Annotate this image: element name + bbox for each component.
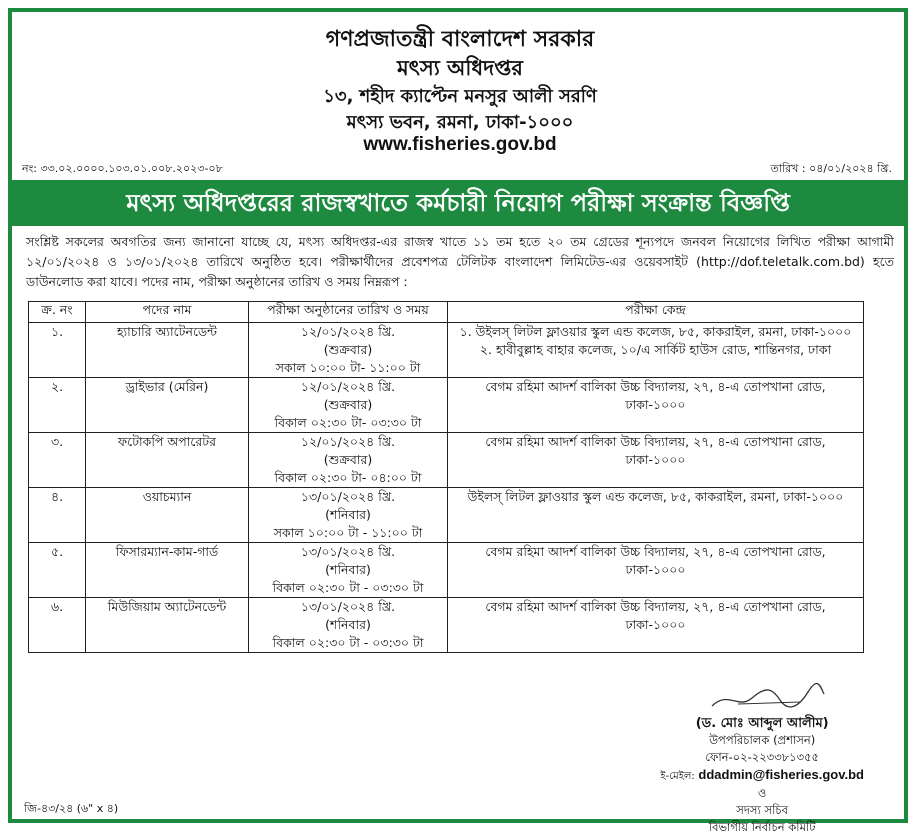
table-header-row (29, 302, 864, 323)
header-venue: পরীক্ষা কেন্দ্র (448, 302, 864, 323)
exam-date: ১৩/০১/২০২৪ খ্রি. (300, 489, 396, 504)
exam-date: ১২/০১/২০২৪ খ্রি. (300, 379, 396, 394)
govt-name: গণপ্রজাতন্ত্রী বাংলাদেশ সরকার (325, 27, 595, 52)
memo-number: নং: ৩৩.০২.০০০০.১০৩.০১.০০৮.২০২৩-০৮ (22, 162, 223, 175)
department-name: মৎস্য অধিদপ্তর (397, 56, 523, 80)
venue-cell: বেগম রহিমা আদর্শ বালিকা উচ্চ বিদ্যালয়, ২৭, ৪-এ তোপখানা রোড, ঢাকা-১০০০ (448, 543, 864, 598)
serial-cell: ৪. (29, 488, 86, 543)
header-date-time: পরীক্ষা অনুষ্ঠানের তারিখ ও সময় (249, 302, 448, 323)
exam-day: (শুক্রবার) (323, 452, 373, 467)
handwritten-signature (708, 680, 828, 714)
exam-schedule-table (28, 301, 864, 653)
post-cell: হ্যাচারি অ্যাটেনডেন্ট (86, 323, 249, 378)
date-cell (249, 433, 448, 488)
venue-cell: বেগম রহিমা আদর্শ বালিকা উচ্চ বিদ্যালয়, ২৭, ৪-এ তোপখানা রোড, ঢাকা-১০০০ (448, 378, 864, 433)
exam-time: সকাল ১০:০০ টা - ১১:০০ টা (273, 525, 423, 540)
exam-date: ১২/০১/২০২৪ খ্রি. (300, 324, 396, 339)
notice-title-banner: মৎস্য অধিদপ্তরের রাজস্বখাতে কর্মচারী নিয়োগ পরীক্ষা সংক্রান্ত বিজ্ঞপ্তি (12, 180, 904, 226)
post-cell: ফটোকপি অপারেটর (86, 433, 249, 488)
date-cell (249, 488, 448, 543)
exam-time: বিকাল ০২:৩০ টা - ০৩:৩০ টা (272, 580, 424, 595)
address-line-1: ১৩, শহীদ ক্যাপ্টেন মনসুর আলী সরণি (323, 86, 597, 107)
exam-day: (শুক্রবার) (323, 397, 373, 412)
table-row (29, 598, 864, 653)
signatory-name: (ড. মোঃ আব্দুল আলীম) (695, 716, 829, 731)
serial-cell: ১. (29, 323, 86, 378)
signatory-email-row (660, 766, 864, 785)
exam-date: ১৩/০১/২০২৪ খ্রি. (300, 599, 396, 614)
website: www.fisheries.gov.bd (363, 134, 557, 155)
ad-code: জি-৪৩/২৪ (৬" x ৪) (24, 802, 119, 815)
venue-cell: বেগম রহিমা আদর্শ বালিকা উচ্চ বিদ্যালয়, ২৭, ৪-এ তোপখানা রোড, ঢাকা-১০০০ (448, 598, 864, 653)
exam-time: সকাল ১০:০০ টা- ১১:০০ টা (275, 360, 421, 375)
signature-block (660, 715, 864, 836)
venue-cell: বেগম রহিমা আদর্শ বালিকা উচ্চ বিদ্যালয়, ২৭, ৪-এ তোপখানা রোড, ঢাকা-১০০০ (448, 433, 864, 488)
post-cell: মিউজিয়াম অ্যাটেনডেন্ট (86, 598, 249, 653)
post-cell: ড্রাইভার (মেরিন) (86, 378, 249, 433)
exam-time: বিকাল ০২:৩০ টা- ০৪:০০ টা (274, 470, 422, 485)
table-row (29, 323, 864, 378)
header-serial: ক্র. নং (29, 302, 86, 323)
signatory-designation: উপপরিচালক (প্রশাসন) (709, 733, 816, 747)
venue-text: ১. উইলস্ লিটল ফ্লাওয়ার স্কুল এন্ড কলেজ, ৮৫, কাকরাইল, রমনা, ঢাকা-১০০০ (459, 324, 852, 339)
conjunction: ও (757, 786, 767, 800)
exam-time: বিকাল ০২:৩০ টা - ০৩:৩০ টা (272, 635, 424, 650)
exam-date: ১৩/০১/২০২৪ খ্রি. (300, 544, 396, 559)
header-post: পদের নাম (86, 302, 249, 323)
date-cell (249, 323, 448, 378)
signatory-phone: ফোন-০২-২২৩৩৮১৩৫৫ (705, 750, 820, 764)
date-cell (249, 378, 448, 433)
signatory-role: সদস্য সচিব (736, 803, 789, 817)
date-cell (249, 598, 448, 653)
exam-date: ১২/০১/২০২৪ খ্রি. (300, 434, 396, 449)
exam-day: (শনিবার) (325, 507, 371, 522)
signatory-email: ddadmin@fisheries.gov.bd (698, 767, 864, 782)
notice-date: তারিখ : ০৪/০১/২০২৪ খ্রি. (770, 162, 892, 175)
committee-name: বিভাগীয় নির্বাচন কমিটি (708, 820, 816, 834)
table-row (29, 433, 864, 488)
table-row (29, 543, 864, 598)
post-cell: ওয়াচম্যান (86, 488, 249, 543)
exam-day: (শনিবার) (325, 617, 371, 632)
exam-day: (শনিবার) (325, 562, 371, 577)
intro-paragraph: সংশ্লিষ্ট সকলের অবগতির জন্য জানানো যাচ্ছে যে, মৎস্য অধিদপ্তর-এর রাজস্ব খাতে ১১ তম হতে ২০ তম গ্রেডের শূন্যপদে জনবল নিয়োগের লিখিত পরীক্ষা আগামী ১২/০১/২০২৪ ও ১৩/০১/২০২৪ তারিখে অনুষ্ঠিত হবে। পরীক্ষার্থীদের প্রবেশপত্র টেলিটক বাংলাদেশ লিমিটেড-এর ওয়েবসাইট (http://dof.teletalk.com.bd) হতে ডাউনলোড করা যাবে। পদের নাম, পরীক্ষা অনুষ্ঠানের তারিখ ও সময় নিম্নরূপ : (26, 234, 894, 289)
serial-cell: ৬. (29, 598, 86, 653)
serial-cell: ৫. (29, 543, 86, 598)
venue-text-2: ২. হাবীবুল্লাহ বাহার কলেজ, ১০/এ সার্কিট হাউস রোড, শান্তিনগর, ঢাকা (479, 342, 832, 357)
serial-cell: ২. (29, 378, 86, 433)
address-line-2: মৎস্য ভবন, রমনা, ঢাকা-১০০০ (346, 112, 574, 133)
venue-cell (448, 323, 864, 378)
date-cell (249, 543, 448, 598)
exam-time: বিকাল ০২:৩০ টা- ০৩:৩০ টা (274, 415, 422, 430)
email-label: ই-মেইল: (660, 771, 695, 782)
venue-cell: উইলস্ লিটল ফ্লাওয়ার স্কুল এন্ড কলেজ, ৮৫, কাকরাইল, রমনা, ঢাকা-১০০০ (448, 488, 864, 543)
serial-cell: ৩. (29, 433, 86, 488)
post-cell: ফিসারম্যান-কাম-গার্ড (86, 543, 249, 598)
exam-day: (শুক্রবার) (323, 342, 373, 357)
table-row (29, 378, 864, 433)
table-row (29, 488, 864, 543)
